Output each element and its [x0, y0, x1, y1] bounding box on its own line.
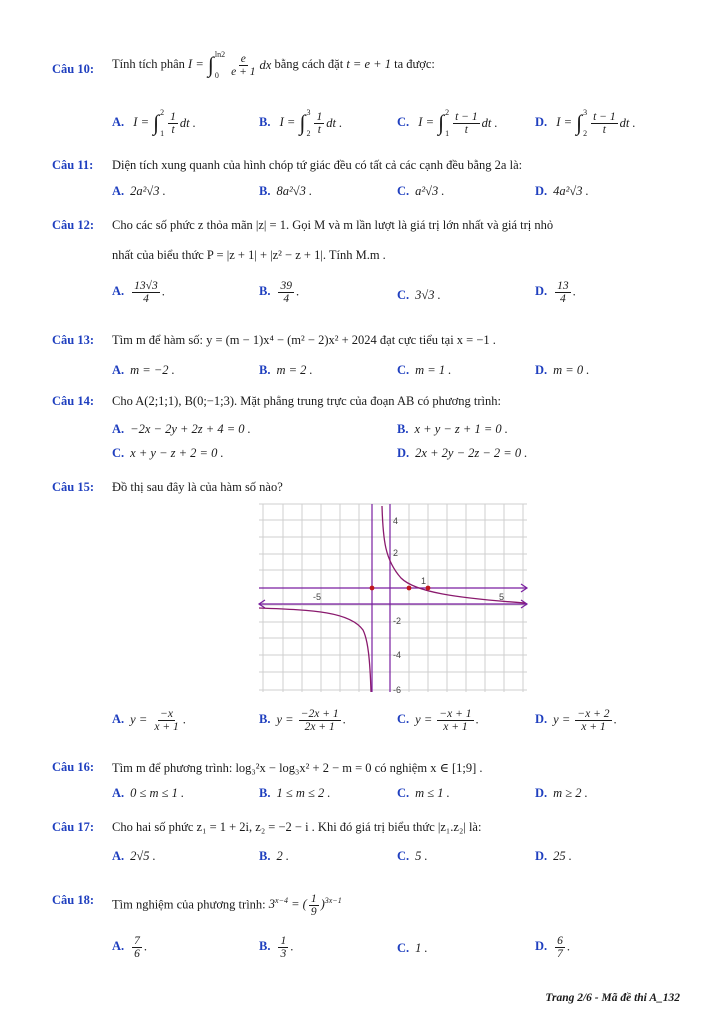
integral-expression: ∫ ln2 0 $\frac{e}{e + 1}$ dx	[207, 50, 272, 80]
x-tick-neg5: -5	[313, 592, 322, 602]
question-18	[52, 893, 680, 973]
option-d[interactable]: D. 2x + 2y − 2z − 2 = 0 .	[397, 446, 528, 460]
option-b[interactable]: B. x + y − z + 1 = 0 .	[397, 422, 508, 436]
question-15	[52, 480, 680, 500]
question-14	[52, 394, 680, 464]
option-b[interactable]: B. $\frac{1}{3}$ .	[259, 935, 294, 960]
question-number: Câu 16:	[52, 760, 95, 774]
option-d[interactable]: D. y = $\frac{-x + 2}{x + 1}$ .	[535, 708, 617, 733]
option-d[interactable]: D. 25 .	[535, 849, 572, 863]
option-d[interactable]: D. m = 0 .	[535, 363, 590, 377]
option-c[interactable]: C. x + y − z + 2 = 0 .	[112, 446, 224, 460]
question-stem: Tìm m để phương trình: log₃²x − log₃x² + 2 − m = 0 có nghiệm x ∈ [1;9] .	[112, 761, 483, 775]
point-marker-right	[426, 586, 431, 591]
question-15-options	[52, 708, 680, 748]
question-number: Câu 14:	[52, 394, 95, 408]
question-11	[52, 158, 680, 208]
question-number: Câu 11:	[52, 158, 94, 172]
question-stem: Đồ thị sau đây là của hàm số nào?	[112, 480, 283, 494]
option-a[interactable]: A. I = ∫ 2 1 $\frac{1}{t}$ dt .	[112, 108, 196, 138]
y-tick-neg6: -6	[393, 685, 402, 695]
question-16	[52, 760, 680, 810]
question-number: Câu 10:	[52, 62, 95, 76]
option-a[interactable]: A. $\frac{7}{6}$ .	[112, 935, 148, 960]
question-number: Câu 17:	[52, 820, 95, 834]
option-b[interactable]: B. 1 ≤ m ≤ 2 .	[259, 786, 331, 800]
point-marker-origin	[407, 586, 412, 591]
option-b[interactable]: B. I = ∫ 3 2 $\frac{1}{t}$ dt .	[259, 108, 343, 138]
question-stem: Tìm nghiệm của phương trình: $3^{x-4}$ = ( $\frac{1}{9}$ )$^{3x-1}$	[112, 893, 342, 918]
question-stem: Cho các số phức z thỏa mãn |z| = 1. Gọi M và m lần lượt là giá trị lớn nhất và giá trị nhỏ	[112, 218, 554, 232]
point-label-1: 1	[421, 576, 427, 586]
option-c[interactable]: C. a²√3 .	[397, 184, 445, 198]
curve-left-branch	[259, 608, 371, 692]
option-b[interactable]: B. $\frac{39}{4}$ .	[259, 280, 300, 305]
option-d[interactable]: D. 4a²√3 .	[535, 184, 589, 198]
question-stem: Cho A(2;1;1), B(0;−1;3). Mặt phẳng trung trực của đoạn AB có phương trình:	[112, 394, 501, 408]
option-c[interactable]: C. I = ∫ 2 1 $\frac{t - 1}{t}$ dt .	[397, 108, 498, 138]
graph-axes	[259, 504, 527, 692]
option-c[interactable]: C. 1 .	[397, 941, 428, 955]
equation: $3^{x-4}$ = ( $\frac{1}{9}$ )$^{3x-1}$	[268, 893, 342, 918]
point-marker-left	[370, 586, 375, 591]
option-d[interactable]: D. $\frac{6}{7}$ .	[535, 935, 571, 960]
question-number: Câu 12:	[52, 218, 95, 232]
x-tick-pos5: 5	[499, 592, 505, 602]
question-number: Câu 18:	[52, 893, 95, 907]
option-b[interactable]: B. 8a²√3 .	[259, 184, 313, 198]
function-graph	[255, 500, 531, 696]
option-d[interactable]: D. $\frac{13}{4}$ .	[535, 280, 576, 305]
question-13	[52, 333, 680, 383]
option-a[interactable]: A. m = −2 .	[112, 363, 175, 377]
question-10	[52, 50, 680, 152]
graph-grid	[259, 504, 527, 692]
question-stem: Tính tích phân I = ∫ ln2 0 $\frac{e}{e + 1}$ dx bằng cách đặt t = e + 1 ta được:	[112, 50, 435, 80]
option-c[interactable]: C. 5 .	[397, 849, 428, 863]
option-d[interactable]: D. m ≥ 2 .	[535, 786, 588, 800]
question-stem-line2: nhất của biểu thức P = |z + 1| + |z² − z + 1|. Tính M.m .	[112, 248, 386, 262]
option-a[interactable]: A. $\frac{13√3}{4}$ .	[112, 280, 165, 305]
y-tick-neg2: -2	[393, 616, 402, 626]
question-12	[52, 218, 680, 318]
option-b[interactable]: B. y = $\frac{-2x + 1}{2x + 1}$ .	[259, 708, 346, 733]
option-c[interactable]: C. m ≤ 1 .	[397, 786, 450, 800]
question-stem: Diện tích xung quanh của hình chóp tứ giác đều có tất cả các cạnh đều bằng 2a là:	[112, 158, 523, 172]
page-footer: Trang 2/6 - Mã đề thi A_132	[545, 992, 680, 1004]
question-number: Câu 15:	[52, 480, 95, 494]
option-a[interactable]: A. 2√5 .	[112, 849, 156, 863]
question-17	[52, 820, 680, 870]
option-c[interactable]: C. m = 1 .	[397, 363, 452, 377]
option-d[interactable]: D. I = ∫ 3 2 $\frac{t - 1}{t}$ dt .	[535, 108, 636, 138]
option-a[interactable]: A. y = $\frac{-x}{x + 1}$ .	[112, 708, 186, 733]
y-tick-4: 4	[393, 516, 399, 526]
option-a[interactable]: A. −2x − 2y + 2z + 4 = 0 .	[112, 422, 251, 436]
option-b[interactable]: B. 2 .	[259, 849, 289, 863]
option-c[interactable]: C. 3√3 .	[397, 288, 441, 302]
question-stem: Tìm m để hàm số: y = (m − 1)x⁴ − (m² − 2)x² + 2024 đạt cực tiểu tại x = −1 .	[112, 333, 496, 347]
option-a[interactable]: A. 0 ≤ m ≤ 1 .	[112, 786, 185, 800]
question-stem: Cho hai số phức z₁ = 1 + 2i, z₂ = −2 − i . Khi đó giá trị biểu thức |z₁.z₂| là:	[112, 820, 482, 834]
question-number: Câu 13:	[52, 333, 95, 347]
option-c[interactable]: C. y = $\frac{-x + 1}{x + 1}$ .	[397, 708, 479, 733]
option-a[interactable]: A. 2a²√3 .	[112, 184, 166, 198]
option-b[interactable]: B. m = 2 .	[259, 363, 313, 377]
y-tick-2: 2	[393, 548, 399, 558]
y-tick-neg4: -4	[393, 650, 402, 660]
